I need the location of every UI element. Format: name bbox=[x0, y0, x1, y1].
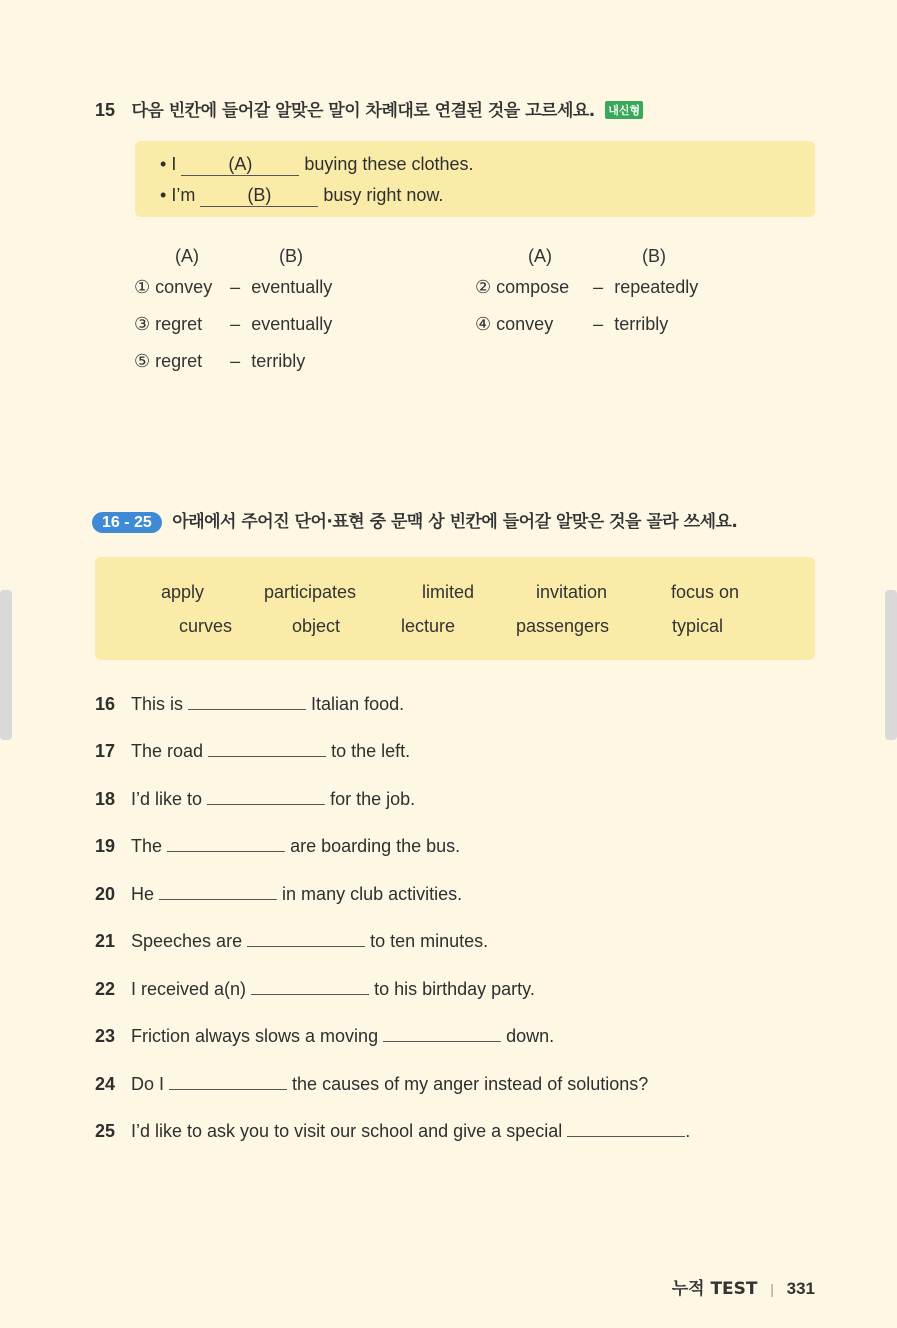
question-number: 17 bbox=[95, 741, 116, 761]
sentence-before: I bbox=[171, 154, 177, 174]
right-edge-tab[interactable] bbox=[885, 590, 897, 740]
question-text-after: to his birthday party. bbox=[374, 979, 535, 999]
word-lecture: lecture bbox=[401, 616, 456, 636]
word-apply: apply bbox=[161, 582, 205, 602]
question-text-after: to the left. bbox=[331, 741, 411, 761]
q16-25-header bbox=[92, 507, 832, 532]
page-number: 331 bbox=[786, 1279, 815, 1298]
blank-a[interactable] bbox=[181, 154, 299, 176]
question-text-after: are boarding the bus. bbox=[290, 836, 461, 856]
q15-header-a-left: (A) bbox=[175, 246, 199, 266]
question-text-before: Speeches are bbox=[131, 931, 243, 951]
q15-header bbox=[95, 96, 815, 121]
option-a: convey bbox=[155, 277, 213, 297]
q15-sentence-box bbox=[135, 141, 815, 217]
word-focus-on: focus on bbox=[671, 582, 740, 602]
option-mark: ② bbox=[475, 277, 492, 297]
answer-blank[interactable] bbox=[169, 1089, 287, 1090]
bullet: • bbox=[160, 185, 167, 205]
question-number: 23 bbox=[95, 1026, 116, 1046]
question-number: 22 bbox=[95, 979, 116, 999]
q15-sentence-a bbox=[160, 154, 474, 176]
sentence-after: busy right now. bbox=[323, 185, 444, 205]
question-text-after: Italian food. bbox=[311, 694, 405, 714]
question-text-before: The bbox=[131, 836, 163, 856]
option-mark: ④ bbox=[475, 314, 492, 334]
question-text-after: down. bbox=[506, 1026, 555, 1046]
question-number: 20 bbox=[95, 884, 116, 904]
question-text-before: Friction always slows a moving bbox=[131, 1026, 379, 1046]
question-number: 24 bbox=[95, 1074, 116, 1094]
option-b: eventually bbox=[251, 314, 333, 334]
option-a: regret bbox=[155, 351, 203, 371]
question-21 bbox=[95, 931, 488, 952]
footer-separator: | bbox=[770, 1281, 774, 1297]
word-typical: typical bbox=[672, 616, 724, 636]
question-text-before: I’d like to ask you to visit our school and give a special bbox=[131, 1121, 563, 1141]
word-bank-box bbox=[95, 557, 815, 660]
question-24 bbox=[95, 1074, 648, 1095]
q15-header-b-left: (B) bbox=[279, 246, 303, 266]
question-text-before: This is bbox=[131, 694, 184, 714]
question-text-before: He bbox=[131, 884, 155, 904]
question-text-before: I received a(n) bbox=[131, 979, 247, 999]
word-participates: participates bbox=[264, 582, 357, 602]
question-23 bbox=[95, 1026, 554, 1047]
question-20 bbox=[95, 884, 462, 905]
question-text-after: in many club activities. bbox=[282, 884, 463, 904]
q15-option-2[interactable] bbox=[475, 277, 698, 298]
question-18 bbox=[95, 789, 415, 810]
question-number: 18 bbox=[95, 789, 116, 809]
q15-header-b-right: (B) bbox=[642, 246, 666, 266]
answer-blank[interactable] bbox=[167, 851, 285, 852]
footer-section-title: 누적 TEST bbox=[671, 1279, 758, 1299]
option-dash: – bbox=[593, 277, 604, 297]
option-b: terribly bbox=[614, 314, 669, 334]
word-curves: curves bbox=[179, 616, 233, 636]
answer-blank[interactable] bbox=[208, 756, 326, 757]
left-edge-tab[interactable] bbox=[0, 590, 12, 740]
bullet: • bbox=[160, 154, 167, 174]
answer-blank[interactable] bbox=[383, 1041, 501, 1042]
question-text-after: . bbox=[685, 1121, 691, 1141]
q15-instruction: 다음 빈칸에 들어갈 알맞은 말이 차례대로 연결된 것을 고르세요. bbox=[131, 101, 595, 121]
answer-blank[interactable] bbox=[247, 946, 365, 947]
question-19 bbox=[95, 836, 460, 857]
q16-25-instruction: 아래에서 주어진 단어·표현 중 문맥 상 빈칸에 들어갈 알맞은 것을 골라 쓰세요. bbox=[172, 512, 738, 532]
question-17 bbox=[95, 741, 410, 762]
q16-25-range-badge: 16 - 25 bbox=[92, 512, 162, 533]
question-22 bbox=[95, 979, 535, 1000]
q15-sentence-b bbox=[160, 185, 443, 207]
blank-a-label: (A) bbox=[228, 154, 253, 174]
blank-b-label: (B) bbox=[247, 185, 272, 205]
page-footer bbox=[672, 1274, 815, 1299]
option-a: regret bbox=[155, 314, 203, 334]
answer-blank[interactable] bbox=[251, 994, 369, 995]
question-number: 21 bbox=[95, 931, 116, 951]
answer-blank[interactable] bbox=[567, 1136, 685, 1137]
option-a: compose bbox=[496, 277, 570, 297]
option-mark: ⑤ bbox=[134, 351, 151, 371]
option-a: convey bbox=[496, 314, 554, 334]
answer-blank[interactable] bbox=[159, 899, 277, 900]
q15-option-3[interactable] bbox=[134, 314, 332, 335]
answer-blank[interactable] bbox=[207, 804, 325, 805]
option-mark: ③ bbox=[134, 314, 151, 334]
question-text-before: Do I bbox=[131, 1074, 165, 1094]
question-text-before: The road bbox=[131, 741, 204, 761]
q15-type-badge: 내신형 bbox=[605, 101, 643, 119]
q15-number: 15 bbox=[95, 100, 116, 120]
question-text-after: to ten minutes. bbox=[370, 931, 489, 951]
word-invitation: invitation bbox=[536, 582, 608, 602]
option-dash: – bbox=[230, 277, 241, 297]
option-dash: – bbox=[230, 314, 241, 334]
question-number: 25 bbox=[95, 1121, 116, 1141]
question-25 bbox=[95, 1121, 690, 1142]
blank-b[interactable] bbox=[200, 185, 318, 207]
word-passengers: passengers bbox=[516, 616, 610, 636]
question-number: 19 bbox=[95, 836, 116, 856]
question-number: 16 bbox=[95, 694, 116, 714]
option-dash: – bbox=[230, 351, 241, 371]
q15-header-a-right: (A) bbox=[528, 246, 552, 266]
question-text-after: the causes of my anger instead of solutions? bbox=[292, 1074, 649, 1094]
sentence-after: buying these clothes. bbox=[304, 154, 474, 174]
option-dash: – bbox=[593, 314, 604, 334]
question-text-after: for the job. bbox=[330, 789, 416, 809]
option-b: repeatedly bbox=[614, 277, 699, 297]
sentence-before: I’m bbox=[171, 185, 196, 205]
q15-option-4[interactable] bbox=[475, 314, 668, 335]
word-object: object bbox=[292, 616, 341, 636]
q15-option-5[interactable] bbox=[134, 351, 305, 372]
word-limited: limited bbox=[422, 582, 475, 602]
option-mark: ① bbox=[134, 277, 151, 297]
answer-blank[interactable] bbox=[188, 709, 306, 710]
q15-option-1[interactable] bbox=[134, 277, 332, 298]
option-b: terribly bbox=[251, 351, 306, 371]
option-b: eventually bbox=[251, 277, 333, 297]
question-text-before: I’d like to bbox=[131, 789, 203, 809]
question-16 bbox=[95, 694, 404, 715]
